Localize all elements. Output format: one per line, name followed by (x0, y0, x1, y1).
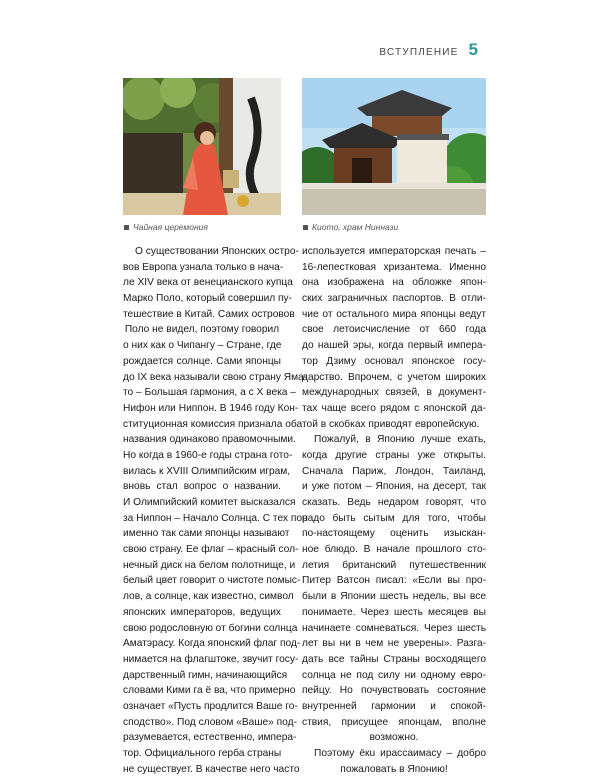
text-line: по-настоящему оценить изыскан- (302, 528, 486, 540)
text-line: Сначала Париж, Лондон, Таиланд, (302, 465, 486, 477)
text-line: ное блюдо. В начале прошлого сто- (302, 544, 486, 556)
caption-text: Киото, храм Ниннази (312, 222, 399, 232)
text-line: ских заграничных паспортов. В отли- (302, 293, 486, 305)
text-line: ствия, присущее японцам, вполне (302, 716, 486, 728)
text-line: лов, а солнце, как известно, символ (123, 591, 294, 603)
text-line: Пожалуй, в Японию лучше ехать, (314, 434, 486, 446)
text-line: разумевается, естественно, импера- (123, 732, 297, 744)
text-line: за Ниппон – Начало Солнца. С тех пор (123, 512, 308, 524)
text-line: о них как о Чипангу – Стране, где (123, 340, 282, 352)
section-title: ВСТУПЛЕНИЕ (379, 47, 459, 58)
text-line: до IX века называли свою страну Яма- (123, 371, 308, 383)
caption-bullet-icon (303, 225, 308, 230)
text-line: чие от остального мира японцы ведут (302, 308, 486, 320)
text-line: свою страну. Ее флаг – красный сол- (123, 544, 299, 556)
text-line: тешествие в Китай. Самих островов (123, 308, 295, 320)
body-text-right-column (302, 244, 486, 777)
text-line: белый цвет говорит о чистоте помыс- (123, 575, 301, 587)
text-line: сказать. Ведь недаром говорят, что (302, 497, 486, 508)
text-line: вов Европа узнала только в нача- (123, 261, 284, 273)
kyoto-temple-photo (302, 78, 486, 215)
caption-bullet-icon (124, 225, 129, 230)
text-line: надо быть сытым для того, чтобы (302, 512, 486, 524)
text-line: тор. Официального герба страны (123, 748, 282, 759)
text-line: были в Японии шесть недель, вы все (302, 591, 486, 603)
text-line: сподство». Под словом «Ваше» под- (123, 716, 297, 728)
text-line: О существовании Японских остро- (135, 246, 299, 257)
text-line: рождается солнце. Сами японцы (123, 355, 281, 367)
text-line: то – Большая гармония, а с X века – (123, 387, 296, 399)
text-line: лет вы ни в чем не уверены». Разга- (302, 638, 486, 650)
page-number: 5 (468, 40, 478, 59)
tea-ceremony-photo (123, 78, 281, 215)
photo-caption-right (303, 222, 398, 232)
text-line: она изображена на обложке япон- (302, 277, 486, 289)
text-line: солнца не под силу ни одному евро- (302, 669, 486, 681)
text-line: 16-лепестковая хризантема. Именно (302, 261, 486, 273)
text-line: свое летоисчисление от 660 года (302, 324, 486, 336)
text-line: возможно. (369, 732, 419, 744)
text-line: дать все тайны Страны восходящего (302, 653, 486, 665)
text-line: Поэтому ёкu ирассаимасу – добро (314, 748, 486, 759)
text-line: свою родословную от богини солнца (123, 622, 298, 634)
text-line: и уже потом – Япония, на десерт, так (302, 481, 486, 493)
text-line: не существует. В качестве него часто (123, 763, 300, 775)
text-line: Нифон или Ниппон. В 1946 году Кон- (123, 402, 299, 414)
text-line: японских императоров, ведущих (123, 606, 281, 618)
text-line: вилась к XVIII Олимпийским играм, (123, 465, 291, 477)
text-line: Поло не видел, поэтому говорил (124, 324, 280, 336)
page-header (379, 40, 478, 60)
text-line: вновь стал вопрос о названии. (123, 481, 281, 493)
text-line: Питер Ватсон писал: «Если вы про- (302, 575, 486, 587)
text-line: Марко Поло, который совершил пу- (123, 293, 293, 305)
text-line: И Олимпийский комитет высказался (123, 497, 296, 508)
text-line: дарство. Впрочем, с учетом широких (302, 371, 486, 383)
text-line: тор Дзиму основал японское госу- (302, 355, 486, 367)
text-line: словами Кими га ё ва, что примерно (123, 685, 296, 697)
text-line: международных связей, в документ- (302, 387, 486, 399)
text-line: тах чаще всего рядом с японской да- (302, 402, 486, 414)
text-line: именно так сами японцы называют (123, 528, 290, 540)
body-text-left-column (123, 244, 308, 777)
text-line: пожаловать в Японию! (340, 763, 448, 775)
text-line: нечный диск на белом полотнище, и (123, 559, 296, 571)
photo-caption-left (124, 222, 208, 232)
caption-text: Чайная церемония (133, 222, 208, 232)
text-line: той в скобках приводят европейскую. (302, 418, 480, 430)
text-line: дарственный гимн, начинающийся (123, 669, 288, 681)
text-line: до нашей эры, когда первый импера- (302, 340, 486, 352)
text-line: нимается на флагштоке, звучит госу- (123, 653, 299, 665)
text-line: названия одинаково правомочными. (123, 434, 296, 446)
text-line: когда другие страны уже открыты. (302, 449, 486, 461)
text-line: Аматэрасу. Когда японский флаг под- (123, 638, 301, 650)
text-line: начинаете сомневаться. Через шесть (302, 622, 486, 634)
text-line: используется императорская печать – (302, 246, 486, 257)
text-line: ституционная комиссия признала оба (123, 418, 303, 430)
text-line: летия британский путешественник (302, 559, 486, 571)
text-line: понимаете. Через шесть месяцев вы (302, 606, 486, 618)
text-line: Но когда в 1960-е годы страна гото- (123, 449, 293, 461)
text-line: внутренней гармонии и спокой- (302, 700, 486, 712)
text-line: пейцу. Но почувствовать состояние (302, 685, 486, 697)
text-line: означает «Пусть продлится Ваше го- (123, 700, 298, 712)
text-line: ле XIV века от венецианского купца (123, 277, 293, 289)
